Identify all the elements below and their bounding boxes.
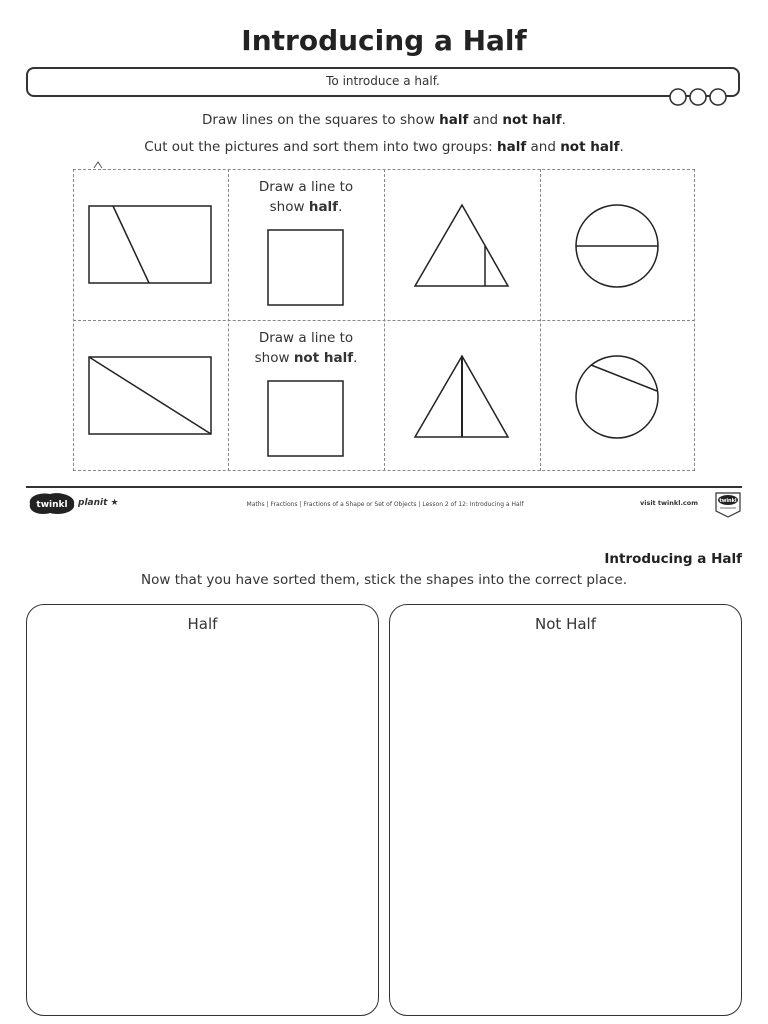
circle-diameter-shape[interactable] bbox=[574, 203, 660, 289]
footer-rule bbox=[26, 486, 742, 488]
not-half-panel-title: Not Half bbox=[535, 615, 596, 633]
instruction-line-2: Cut out the pictures and sort them into two groups: half and not half. bbox=[144, 139, 624, 155]
square-draw-not-half-shape[interactable] bbox=[267, 380, 345, 458]
svg-text:twinkl: twinkl bbox=[719, 498, 737, 504]
instruction-line-1: Draw lines on the squares to show half and not half. bbox=[202, 112, 566, 128]
page2-instruction: Now that you have sorted them, stick the shapes into the correct place. bbox=[141, 572, 627, 588]
circle-chord-shape[interactable] bbox=[574, 354, 660, 440]
half-panel-title: Half bbox=[187, 615, 218, 633]
half-sort-panel[interactable] bbox=[26, 604, 379, 1016]
decorative-circles-icon bbox=[666, 87, 742, 109]
page-title: Introducing a Half bbox=[241, 24, 527, 57]
twinkl-logo-icon bbox=[26, 490, 78, 516]
grid-divider bbox=[73, 320, 695, 321]
planit-label: planit ★ bbox=[78, 498, 119, 508]
rectangle-diagonal-shape[interactable] bbox=[88, 356, 214, 437]
objective-text: To introduce a half. bbox=[326, 74, 440, 88]
square-draw-half-shape[interactable] bbox=[267, 229, 345, 307]
svg-text:twinkl: twinkl bbox=[36, 500, 68, 510]
not-half-sort-panel[interactable] bbox=[389, 604, 742, 1016]
draw-not-half-label: Draw a line to show not half. bbox=[254, 330, 358, 366]
triangle-off-center-line-shape[interactable] bbox=[413, 203, 511, 289]
draw-half-label: Draw a line to show half. bbox=[258, 179, 354, 215]
footer-breadcrumb: Maths | Fractions | Fractions of a Shape or Set of Objects | Lesson 2 of 12: Introducing a Half bbox=[246, 501, 524, 508]
page2-title: Introducing a Half bbox=[604, 551, 742, 567]
rectangle-slanted-line-shape[interactable] bbox=[88, 205, 214, 286]
quality-badge-icon bbox=[712, 489, 744, 519]
visit-link[interactable]: visit twinkl.com bbox=[640, 499, 699, 507]
triangle-center-line-shape[interactable] bbox=[413, 354, 511, 440]
